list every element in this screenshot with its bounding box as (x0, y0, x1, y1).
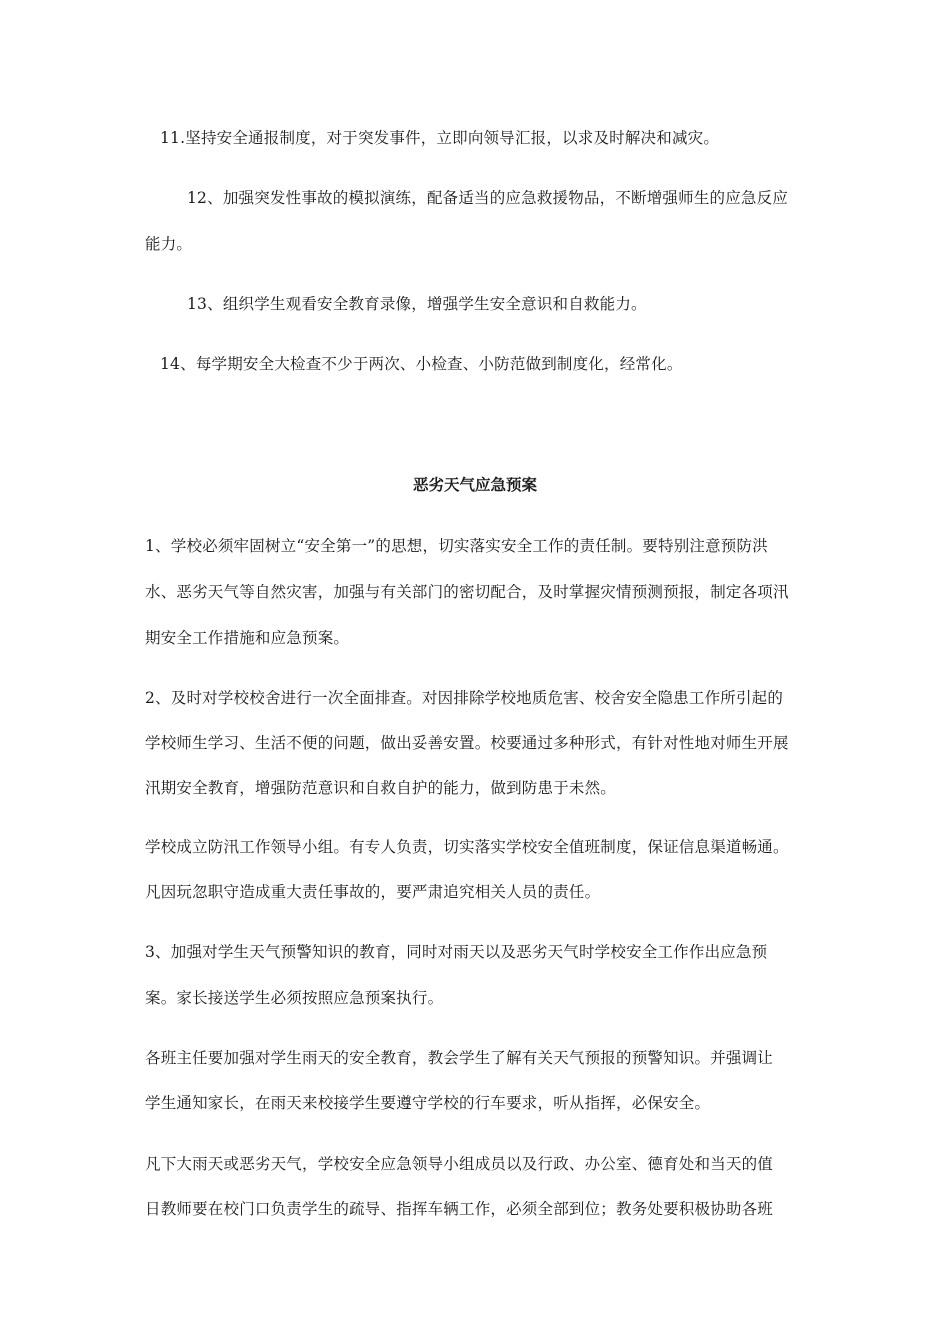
paragraph-2-line-3: 汛期安全教育，增强防范意识和自救自护的能力，做到防患于未然。 (145, 779, 617, 797)
item-14-line-1: 14、每学期安全大检查不少于两次、小检查、小防范做到制度化，经常化。 (160, 355, 683, 373)
item-12-line-1: 12、加强突发性事故的模拟演练，配备适当的应急救援物品，不断增强师生的应急反应 (187, 189, 789, 207)
section-title: 恶劣天气应急预案 (412, 476, 537, 494)
paragraph-2-line-1: 2、及时对学校校舍进行一次全面排查。对因排除学校地质危害、校舍安全隐患工作所引起的 (145, 689, 784, 707)
paragraph-3-line-1: 学校成立防汛工作领导小组。有专人负责，切实落实学校安全值班制度，保证信息渠道畅通。 (145, 838, 789, 856)
paragraph-1-line-1: 1、学校必须牢固树立“安全第一”的思想，切实落实安全工作的责任制。要特别注意预防洪 (145, 537, 768, 555)
paragraph-4-line-2: 案。家长接送学生必须按照应急预案执行。 (145, 989, 444, 1007)
paragraph-1-line-3: 期安全工作措施和应急预案。 (145, 629, 350, 647)
paragraph-4-line-1: 3、加强对学生天气预警知识的教育，同时对雨天以及恶劣天气时学校安全工作作出应急预 (145, 943, 768, 961)
item-12-line-2: 能力。 (145, 235, 193, 253)
paragraph-6-line-2: 日教师要在校门口负责学生的疏导、指挥车辆工作，必须全部到位；教务处要积极协助各班 (145, 1200, 774, 1218)
paragraph-6-line-1: 凡下大雨天或恶劣天气，学校安全应急领导小组成员以及行政、办公室、德育处和当天的值 (145, 1155, 774, 1173)
paragraph-2-line-2: 学校师生学习、生活不便的问题，做出妥善安置。校要通过多种形式，有针对性地对师生开展 (145, 734, 789, 752)
paragraph-5-line-1: 各班主任要加强对学生雨天的安全教育，教会学生了解有关天气预报的预警知识。并强调让 (145, 1049, 774, 1067)
paragraph-5-line-2: 学生通知家长，在雨天来校接学生要遵守学校的行车要求，听从指挥，必保安全。 (145, 1094, 711, 1112)
item-13-line-1: 13、组织学生观看安全教育录像，增强学生安全意识和自救能力。 (187, 295, 647, 313)
paragraph-3-line-2: 凡因玩忽职守造成重大责任事故的，要严肃追究相关人员的责任。 (145, 883, 601, 901)
item-11-line-1: 11.坚持安全通报制度，对于突发事件，立即向领导汇报，以求及时解决和减灾。 (160, 129, 720, 147)
paragraph-1-line-2: 水、恶劣天气等自然灾害，加强与有关部门的密切配合，及时掌握灾情预测预报，制定各项汛 (145, 583, 789, 601)
